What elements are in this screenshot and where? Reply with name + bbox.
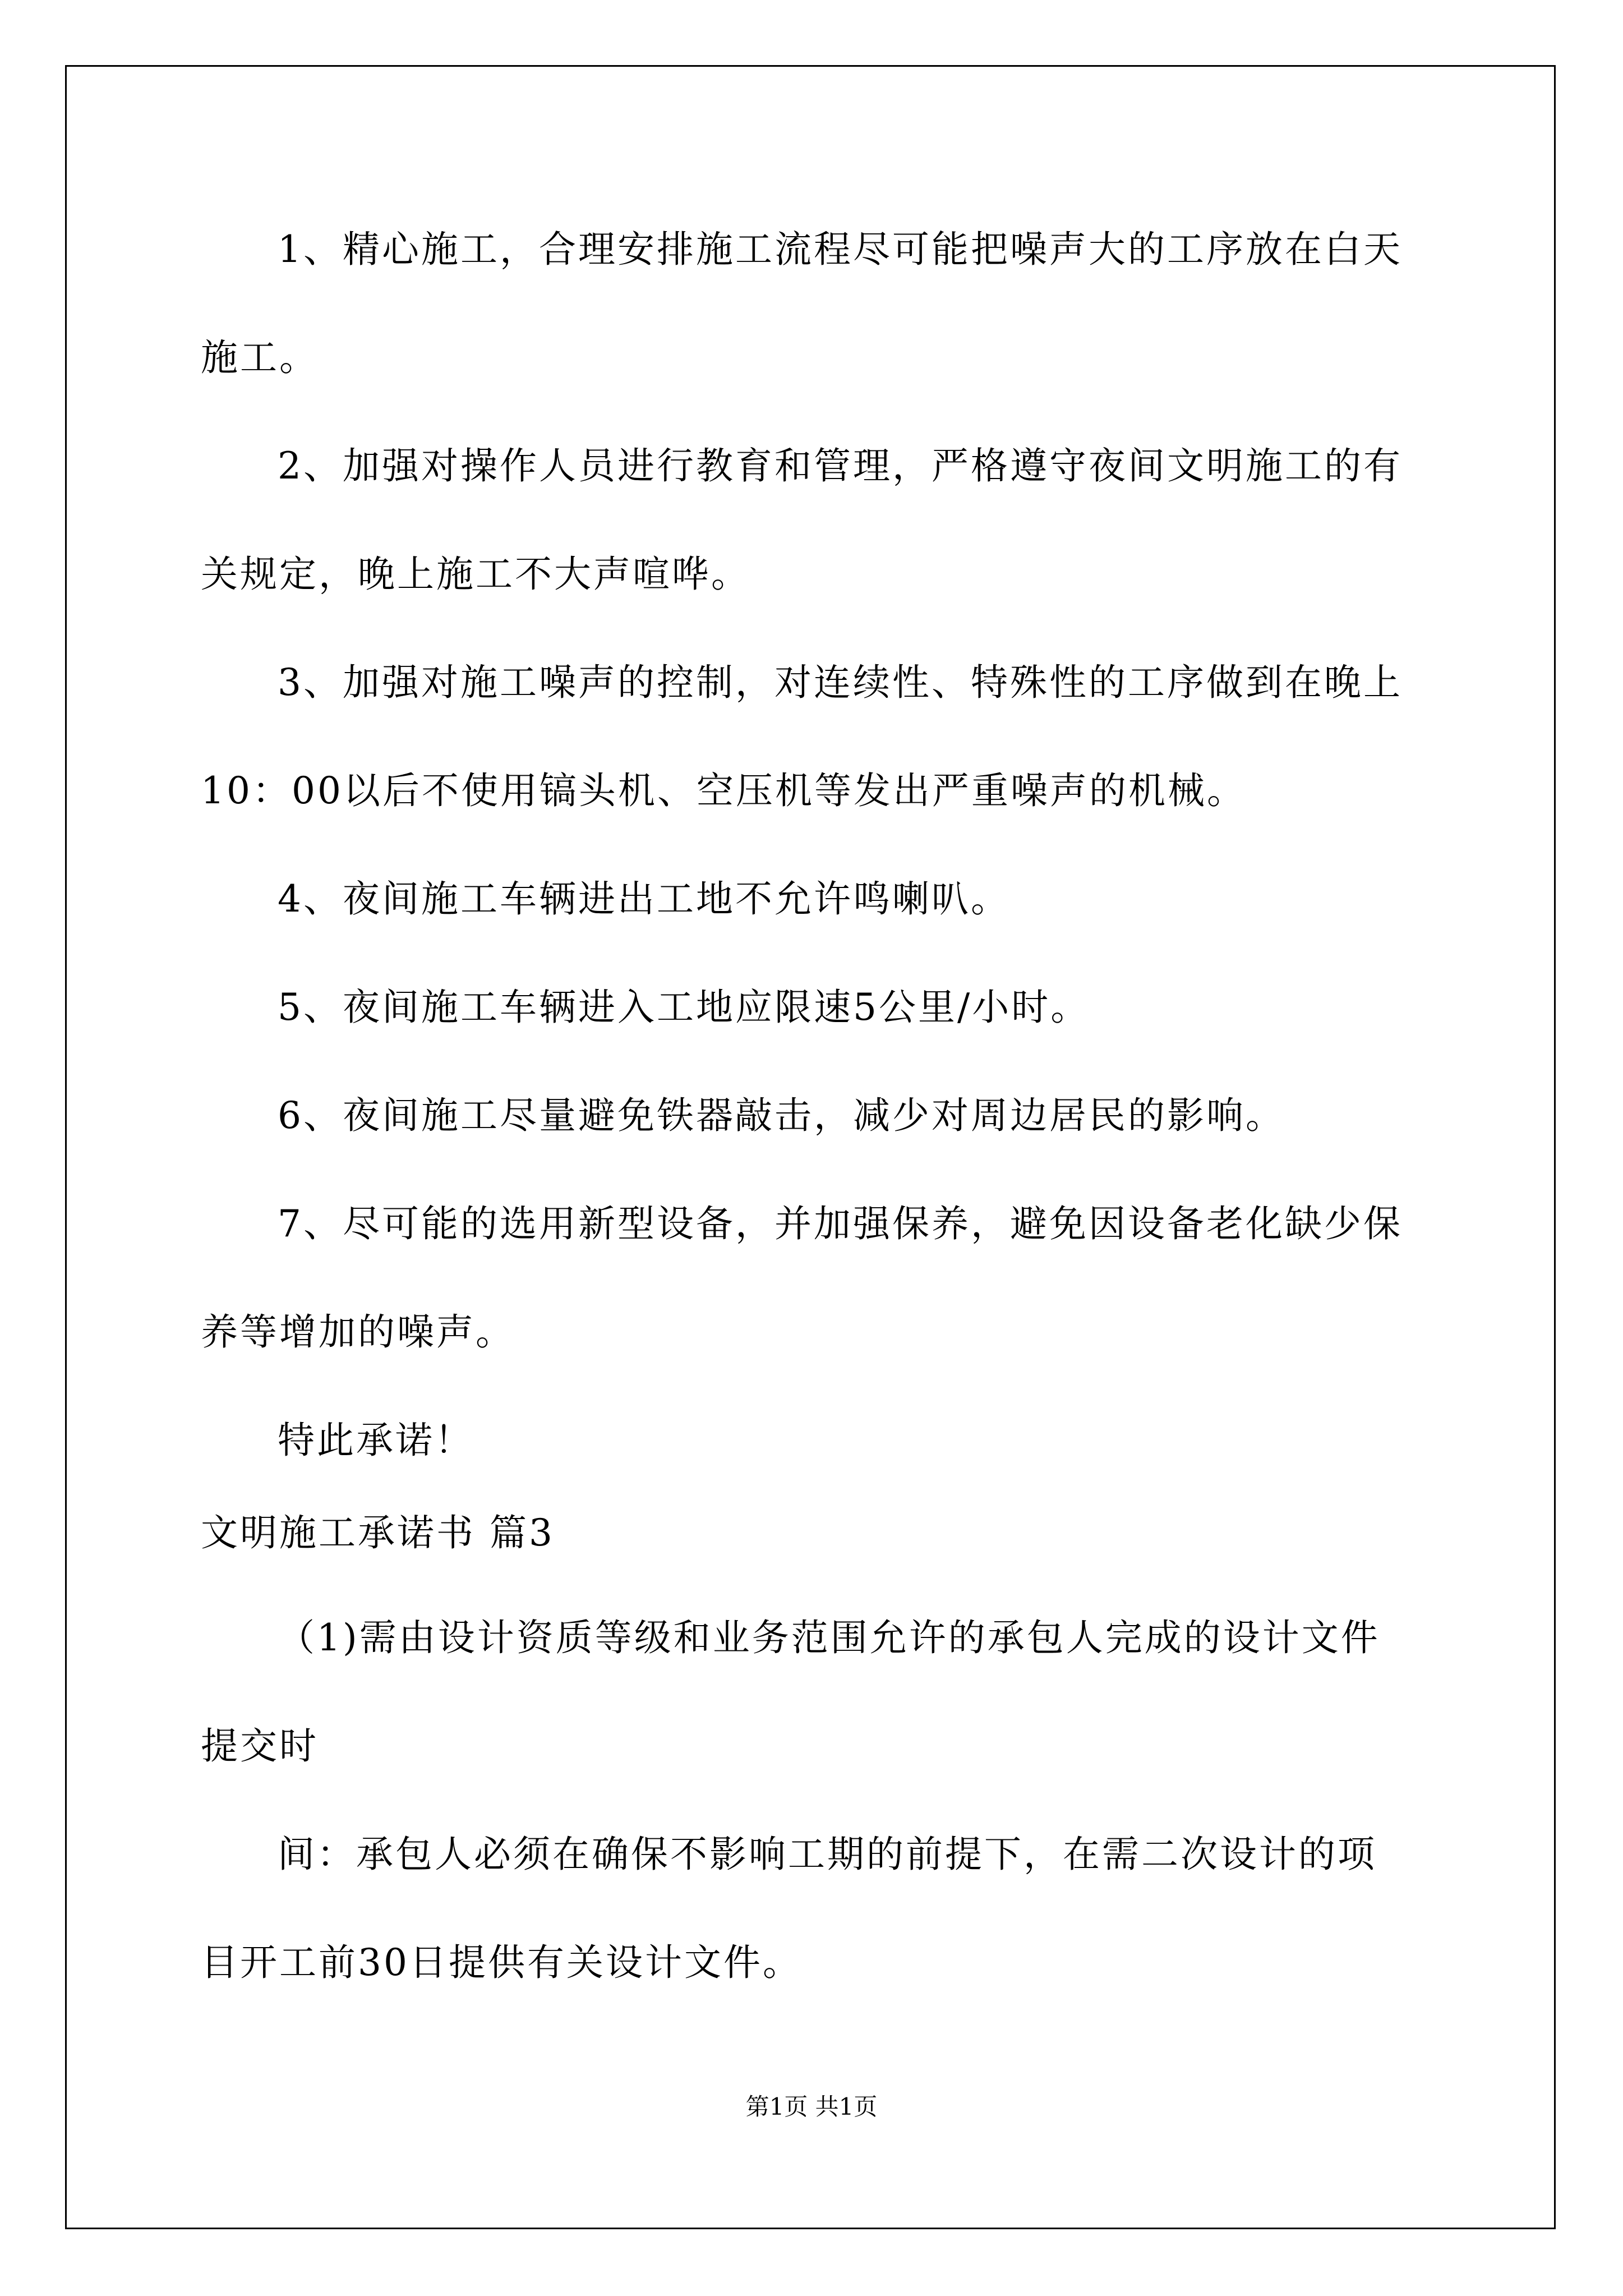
paragraph-1-line-2: 施工。 <box>201 336 319 379</box>
paragraph-9-line-2: 目开工前30日提供有关设计文件。 <box>201 1941 802 1984</box>
paragraph-8-line-1: （1)需由设计资质等级和业务范围允许的承包人完成的设计文件 <box>278 1616 1380 1659</box>
paragraph-1-line-1: 1、精心施工，合理安排施工流程尽可能把噪声大的工序放在白天 <box>278 228 1403 271</box>
paragraph-8-line-2: 提交时 <box>201 1724 319 1768</box>
paragraph-4: 4、夜间施工车辆进出工地不允许鸣喇叭。 <box>278 877 1010 921</box>
paragraph-6: 6、夜间施工尽量避免铁器敲击，减少对周边居民的影响。 <box>278 1094 1285 1137</box>
paragraph-3-line-1: 3、加强对施工噪声的控制，对连续性、特殊性的工序做到在晚上 <box>278 661 1403 704</box>
section-heading: 文明施工承诺书 篇3 <box>201 1511 555 1554</box>
paragraph-7-line-1: 7、尽可能的选用新型设备，并加强保养，避免因设备老化缺少保 <box>278 1202 1403 1245</box>
paragraph-9-line-1: 间：承包人必须在确保不影响工期的前提下，在需二次设计的项 <box>278 1833 1377 1876</box>
page-footer: 第1页 共1页 <box>745 2093 878 2120</box>
closing-statement: 特此承诺！ <box>278 1419 474 1462</box>
paragraph-2-line-2: 关规定，晚上施工不大声喧哗。 <box>201 553 750 596</box>
paragraph-3-line-2: 10：00以后不使用镐头机、空压机等发出严重噪声的机械。 <box>201 769 1246 812</box>
paragraph-2-line-1: 2、加强对操作人员进行教育和管理，严格遵守夜间文明施工的有 <box>278 444 1403 487</box>
paragraph-5: 5、夜间施工车辆进入工地应限速5公里/小时。 <box>278 986 1090 1029</box>
paragraph-7-line-2: 养等增加的噪声。 <box>201 1310 515 1354</box>
